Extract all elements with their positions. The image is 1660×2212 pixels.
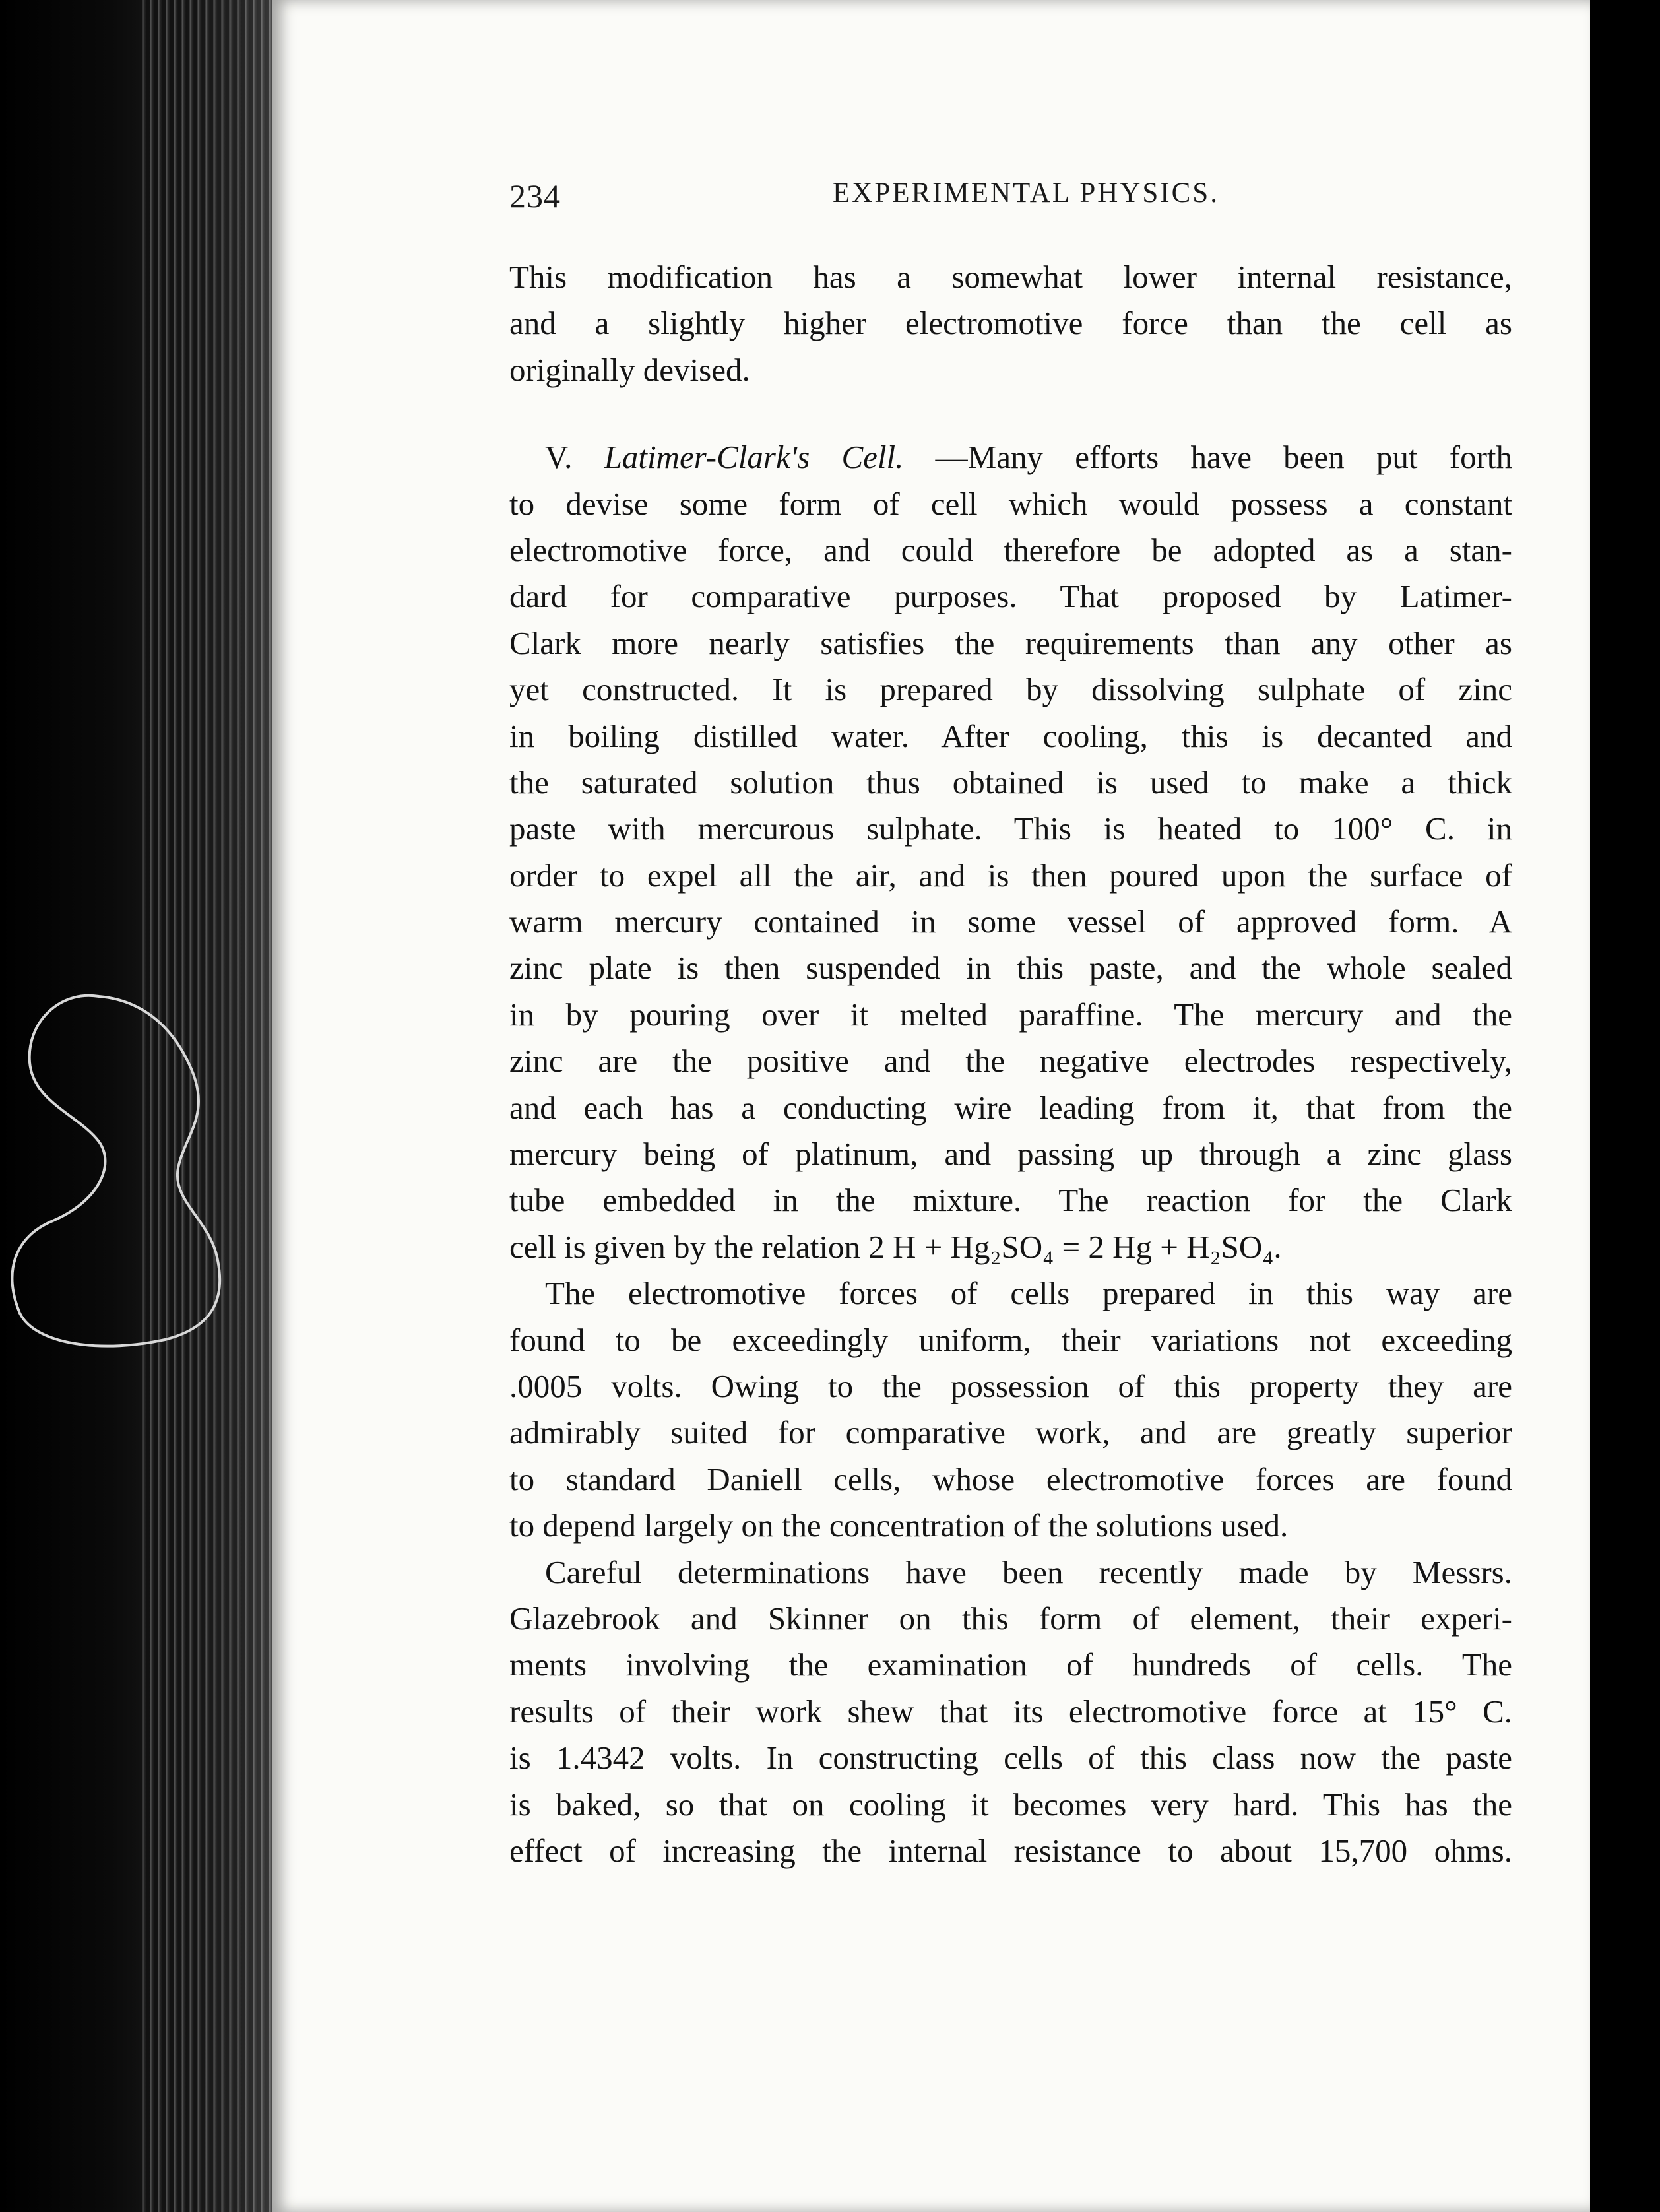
text-line: The electromotive forces of cells prepared in this way are: [545, 1275, 1512, 1312]
text-line: warm mercury contained in some vessel of approved form. A: [509, 903, 1512, 940]
text-line: in by pouring over it melted paraffine. The mercury and the: [509, 996, 1512, 1033]
thread-mark: [0, 983, 251, 1366]
text-line: tube embedded in the mixture. The reaction for the Clark: [509, 1182, 1512, 1219]
text-line: ments involving the examination of hundreds of cells. The: [509, 1646, 1512, 1683]
paragraph-3: [509, 1270, 1512, 1549]
text-line: admirably suited for comparative work, and are greatly superior: [509, 1414, 1512, 1451]
text-line: zinc are the positive and the negative electrodes respectively,: [509, 1043, 1512, 1080]
text-line: This modification has a somewhat lower internal resistance,: [509, 259, 1512, 295]
lead-text: Many efforts have been put forth: [967, 439, 1513, 476]
page-number: 234: [509, 178, 561, 214]
text-line: and a slightly higher electromotive force than the cell as: [509, 305, 1512, 342]
text-line: to standard Daniell cells, whose electromotive forces are found: [509, 1460, 1512, 1497]
text-line: order to expel all the air, and is then poured upon the surface of: [509, 857, 1512, 894]
text-line: yet constructed. It is prepared by dissolving sulphate of zinc: [509, 671, 1512, 708]
text-line: electromotive force, and could therefore be adopted as a stan-: [509, 531, 1512, 568]
paragraph-2: [509, 434, 1512, 1270]
text-line: cell is given by the relation 2 H + Hg₂SO₄ = 2 Hg + H₂SO₄.: [509, 1228, 1282, 1265]
body-text: [509, 254, 1512, 1874]
text-line: paste with mercurous sulphate. This is heated to 100° C. in: [509, 810, 1512, 847]
text-line: is baked, so that on cooling it becomes very hard. This has the: [509, 1786, 1512, 1823]
right-page-edge: [1590, 0, 1660, 2212]
text-line: results of their work shew that its electromotive force at 15° C.: [509, 1693, 1512, 1730]
text-line: to depend largely on the concentration of the solutions used.: [509, 1507, 1289, 1544]
text-line: to devise some form of cell which would possess a constant: [509, 485, 1512, 522]
paragraph-4: [509, 1549, 1512, 1875]
text-line: Clark more nearly satisfies the requirements than any other as: [509, 624, 1512, 661]
section-numeral: V.: [545, 439, 573, 476]
section-heading: Latimer-Clark's Cell.: [604, 439, 904, 476]
text-line: the saturated solution thus obtained is used to make a thick: [509, 764, 1512, 800]
page-header: [509, 173, 1255, 212]
text-line: [509, 434, 1512, 480]
paragraph-1: [509, 254, 1512, 393]
text-line: effect of increasing the internal resistance to about 15,700 ohms.: [509, 1832, 1512, 1869]
text-line: in boiling distilled water. After cooling, this is decanted and: [509, 717, 1512, 754]
text-line: .0005 volts. Owing to the possession of this property they are: [509, 1367, 1512, 1404]
text-line: is 1.4342 volts. In constructing cells of this class now the paste: [509, 1740, 1512, 1776]
text-line: originally devised.: [509, 351, 750, 388]
text-line: Glazebrook and Skinner on this form of element, their experi-: [509, 1600, 1512, 1637]
text-line: dard for comparative purposes. That proposed by Latimer-: [509, 578, 1512, 615]
text-line: Careful determinations have been recently made by Messrs.: [545, 1553, 1512, 1590]
text-line: and each has a conducting wire leading from it, that from the: [509, 1089, 1512, 1126]
running-title: EXPERIMENTAL PHYSICS.: [833, 178, 1219, 209]
em-dash: —: [935, 439, 968, 476]
text-line: zinc plate is then suspended in this paste, and the whole sealed: [509, 950, 1512, 987]
text-line: mercury being of platinum, and passing up through a zinc glass: [509, 1136, 1512, 1173]
text-line: found to be exceedingly uniform, their variations not exceeding: [509, 1321, 1512, 1358]
